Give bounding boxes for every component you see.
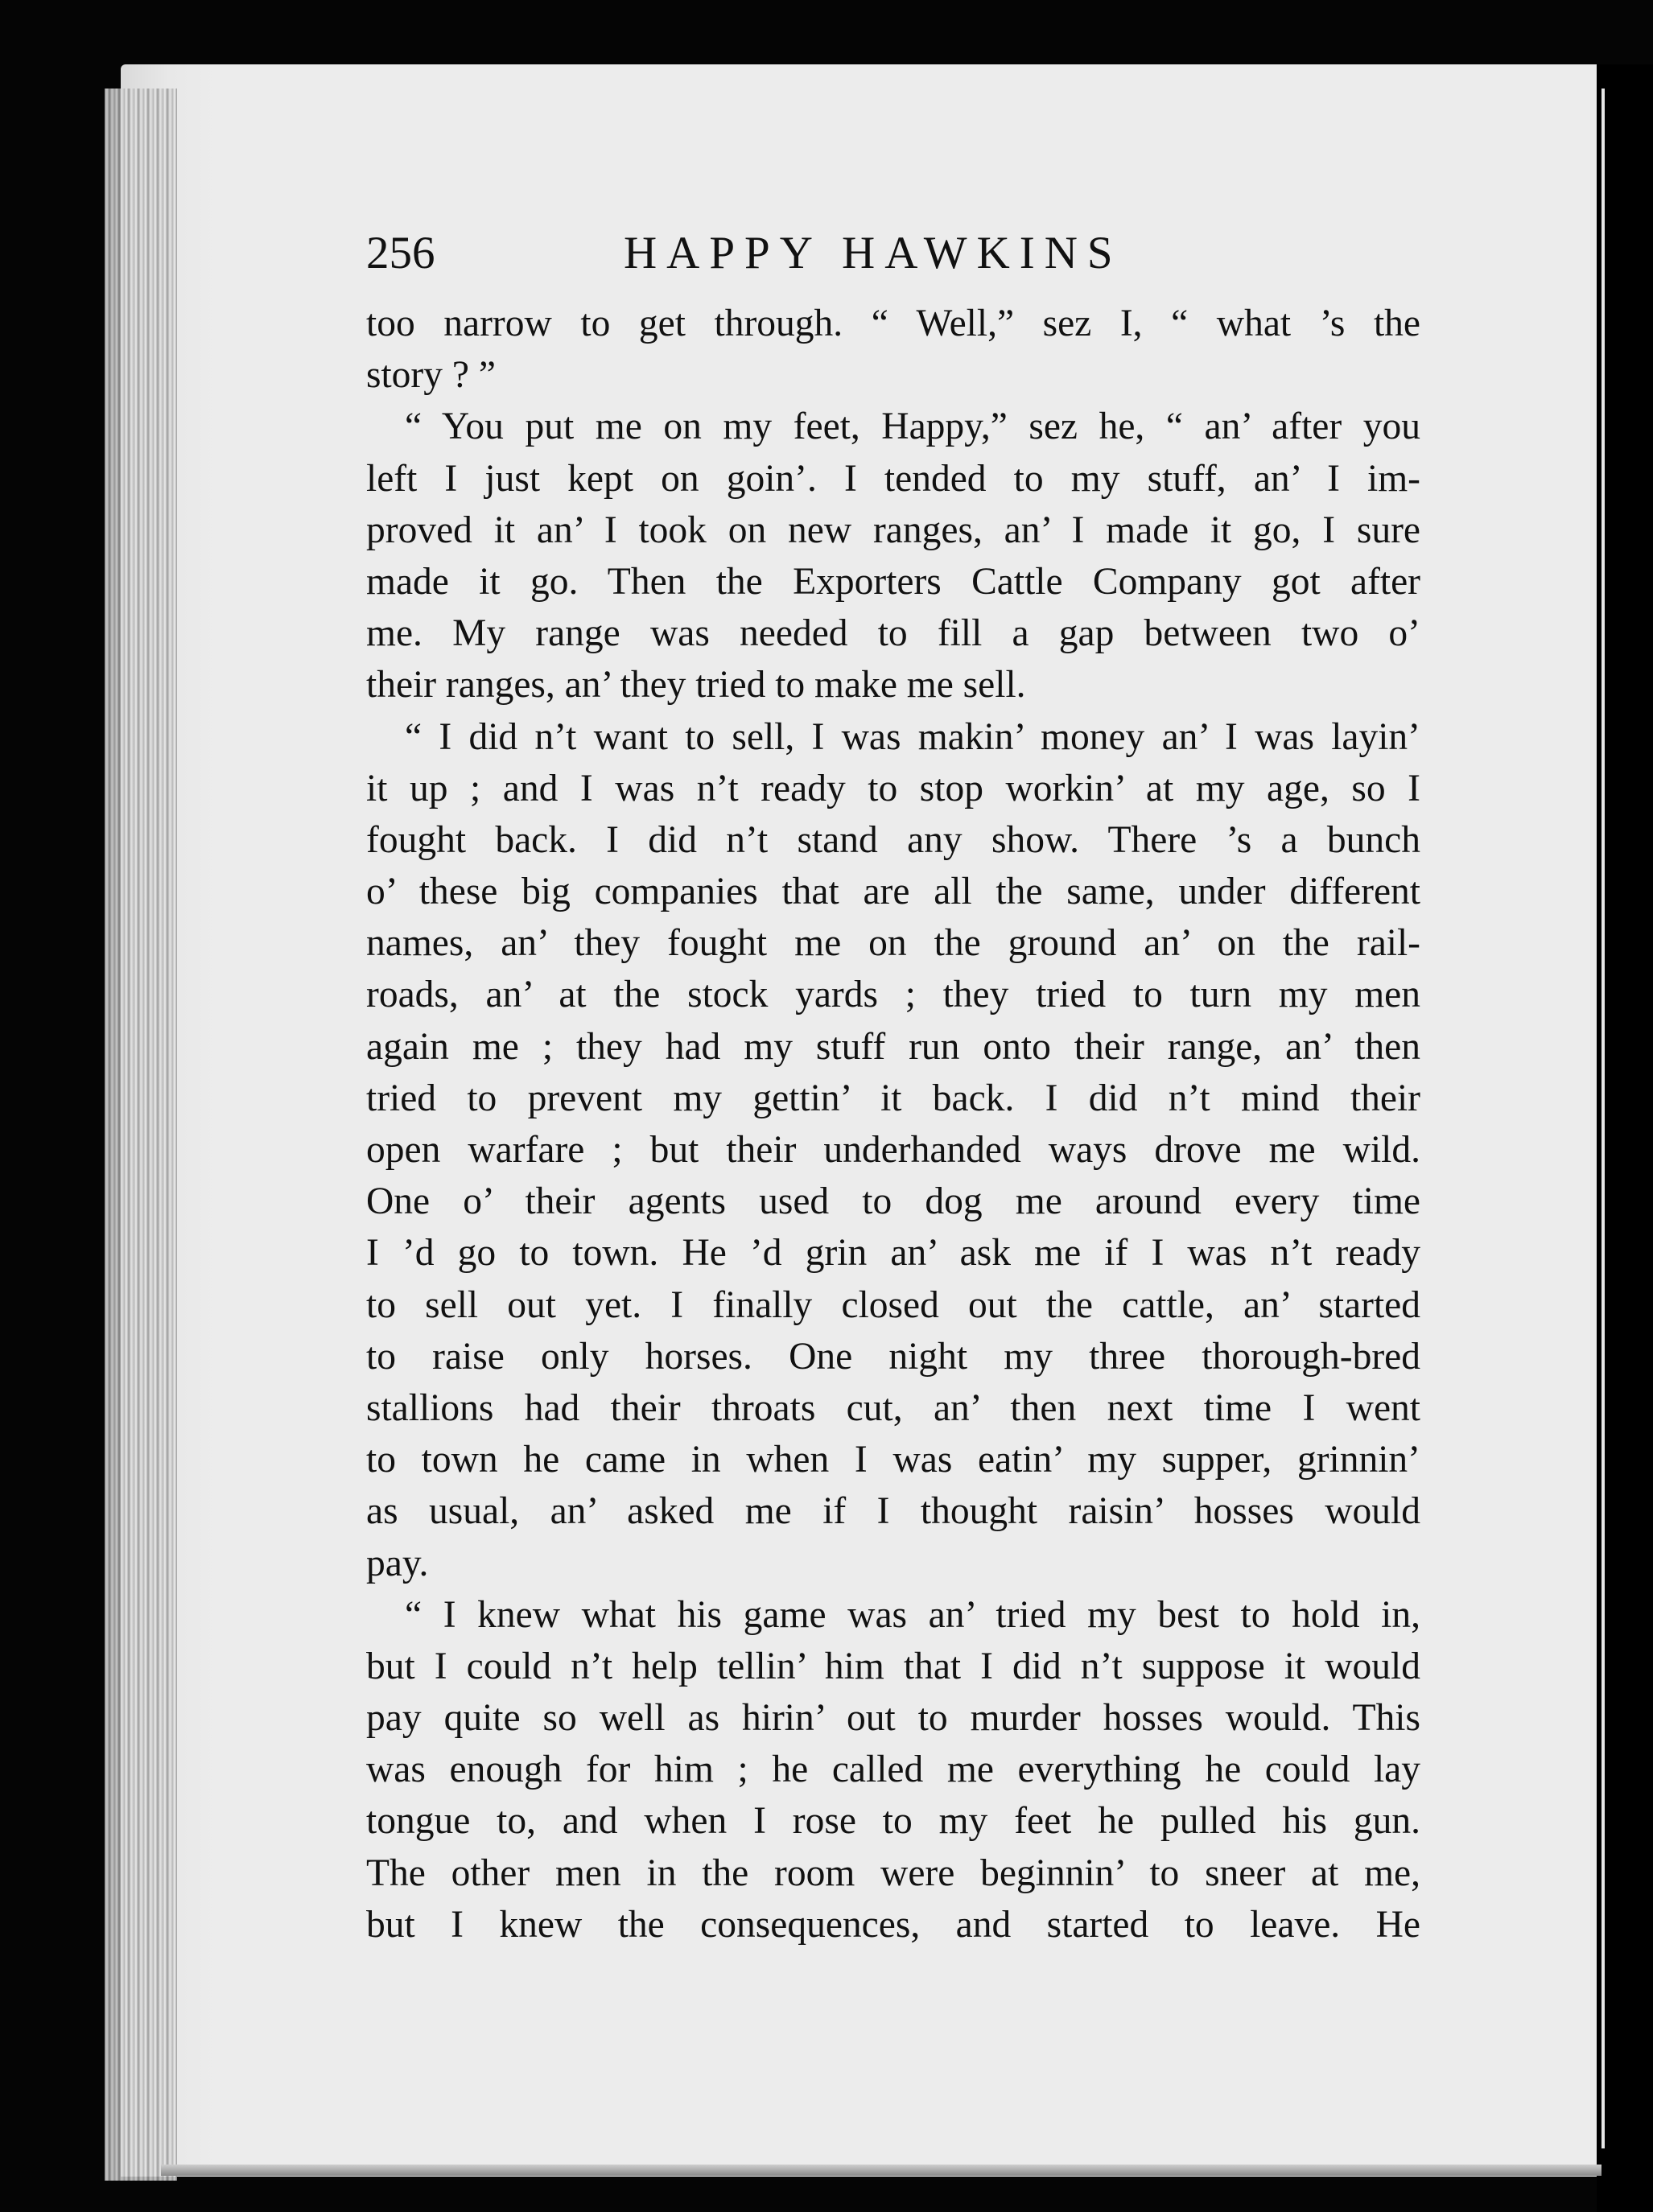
text-line: names, an’ they fought me on the ground an’ on the rail-	[366, 922, 1420, 965]
text-line: “ I did n’t want to sell, I was makin’ money an’ I was layin’	[405, 715, 1420, 758]
text-line: The other men in the room were beginnin’ to sneer at me,	[366, 1852, 1420, 1894]
gutter-shadow	[1597, 64, 1653, 2212]
text-line: “ You put me on my feet, Happy,” sez he, “ an’ after you	[405, 406, 1420, 448]
text-line: tongue to, and when I rose to my feet he pulled his gun.	[366, 1800, 1420, 1843]
text-line: open warfare ; but their underhanded ways drove me wild.	[366, 1129, 1420, 1171]
text-line: I ’d go to town. He ’d grin an’ ask me if I was n’t ready	[366, 1232, 1420, 1275]
text-line: me. My range was needed to fill a gap between two o’	[366, 612, 1420, 655]
text-line: made it go. Then the Exporters Cattle Company got after	[366, 560, 1420, 603]
text-line: too narrow to get through. “ Well,” sez I, “ what ’s the	[366, 303, 1420, 344]
text-line: to sell out yet. I finally closed out the cattle, an’ started	[366, 1283, 1420, 1326]
text-line: to raise only horses. One night my three thorough-bred	[366, 1335, 1420, 1378]
text-line: as usual, an’ asked me if I thought raisin’ hosses would	[366, 1490, 1420, 1533]
text-line: but I knew the consequences, and started to leave. He	[366, 1903, 1420, 1946]
running-title: HAPPY HAWKINS	[624, 228, 1123, 278]
text-line: story ? ”	[366, 354, 496, 397]
text-line: it up ; and I was n’t ready to stop workin’ at my age, so I	[366, 767, 1420, 809]
text-line: to town he came in when I was eatin’ my supper, grinnin’	[366, 1439, 1420, 1481]
text-line: stallions had their throats cut, an’ then next time I went	[366, 1386, 1420, 1429]
text-line: again me ; they had my stuff run onto their range, an’ then	[366, 1025, 1420, 1068]
text-line: tried to prevent my gettin’ it back. I did n’t mind their	[366, 1077, 1420, 1119]
text-line: roads, an’ at the stock yards ; they tried to turn my men	[366, 974, 1420, 1016]
text-line: proved it an’ I took on new ranges, an’ I made it go, I sure	[366, 509, 1420, 551]
text-line: but I could n’t help tellin’ him that I did n’t suppose it would	[366, 1645, 1420, 1687]
text-line: pay.	[366, 1542, 429, 1584]
text-line: fought back. I did n’t stand any show. There ’s a bunch	[366, 818, 1420, 861]
page-number: 256	[366, 228, 435, 278]
page-edges	[105, 89, 177, 2181]
text-line: “ I knew what his game was an’ tried my best to hold in,	[405, 1593, 1420, 1636]
text-line: One o’ their agents used to dog me around every time	[366, 1180, 1420, 1223]
text-line: o’ these big companies that are all the same, under different	[366, 871, 1420, 913]
text-line: left I just kept on goin’. I tended to my stuff, an’ I im-	[366, 457, 1420, 500]
body-text	[366, 298, 1420, 1950]
text-line: was enough for him ; he called me everything he could lay	[366, 1749, 1420, 1791]
text-line: pay quite so well as hirin’ out to murder hosses would. This	[366, 1697, 1420, 1740]
facing-page-edge	[1601, 89, 1605, 2148]
page-bottom-edge	[161, 2165, 1601, 2176]
text-line: their ranges, an’ they tried to make me sell.	[366, 664, 1026, 706]
running-header	[366, 227, 1235, 283]
